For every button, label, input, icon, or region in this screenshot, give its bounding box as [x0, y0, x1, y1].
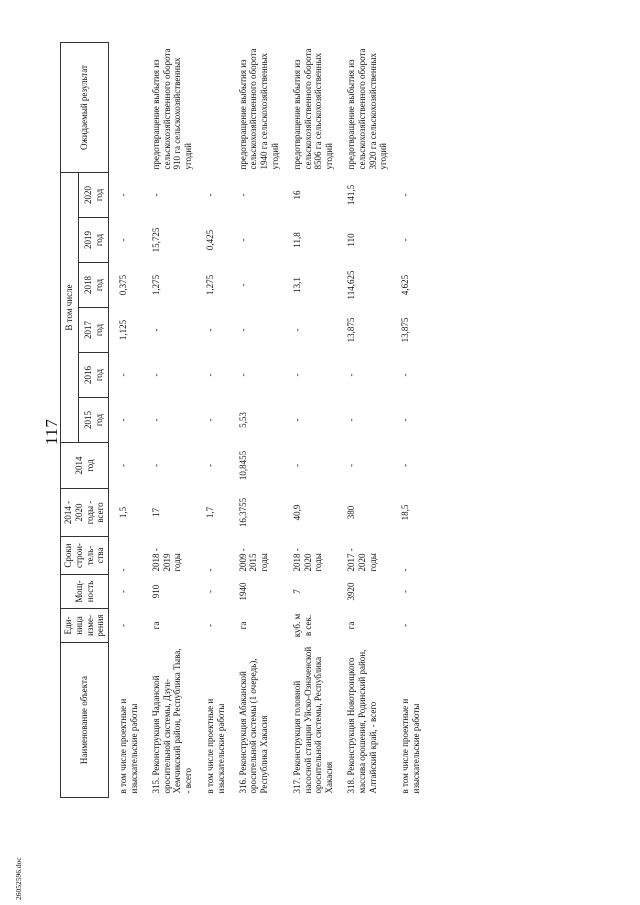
header-2017: 2017 год: [78, 308, 108, 353]
page-number: 117: [42, 418, 61, 445]
objects-table: [60, 42, 424, 798]
table-row: [142, 42, 196, 797]
cell-name: 318. Реконструкция Новотроицкого массива орошения, Родинский район, Алтайский край, - всего: [345, 649, 378, 794]
cell-y2018: 1,275: [150, 274, 161, 296]
cell-y2019: 11,8: [291, 232, 302, 248]
cell-unit: куб. м в сек.: [291, 613, 313, 638]
cell-capacity: 7: [291, 589, 302, 594]
cell-y2020: -: [118, 193, 129, 197]
cell-result: предотвращение выбытия из сельскохозяйственного оборота 8506 га сельскохозяйственных угодий: [291, 48, 335, 170]
header-total: 2014 - 2020 годы - всего: [61, 489, 109, 537]
table-row: [391, 42, 424, 797]
table-row: [196, 42, 229, 797]
cell-result: предотвращение выбытия из сельскохозяйственного оборота 1940 га сельскохозяйственных угодий: [237, 48, 280, 170]
cell-total: 40,9: [291, 504, 302, 521]
cell-y2015: -: [400, 418, 411, 422]
header-including: В том числе: [61, 172, 79, 442]
cell-unit: -: [204, 624, 215, 627]
cell-y2018: 4,625: [400, 274, 411, 296]
cell-duration: -: [400, 568, 411, 572]
cell-y2016: -: [237, 373, 248, 377]
cell-unit: -: [118, 624, 129, 627]
cell-capacity: -: [118, 590, 129, 593]
cell-name: 317. Реконструкция головной насосной станции Уйско-Означенской оросительной системы, Республика Хакасия: [291, 646, 335, 794]
rotated-table-block: [60, 43, 588, 798]
cell-duration: -: [204, 568, 215, 572]
cell-y2019: 15,725: [150, 227, 161, 253]
cell-unit: га: [345, 621, 356, 630]
cell-y2020: 141,5: [345, 184, 356, 206]
cell-y2015: -: [204, 418, 215, 422]
cell-y2018: 114,625: [345, 270, 356, 300]
cell-duration: 2009 - 2015 годы: [237, 548, 270, 572]
cell-y2015: -: [118, 418, 129, 422]
cell-y2017: -: [291, 328, 302, 332]
table-row: [109, 42, 142, 797]
cell-y2020: -: [237, 193, 248, 197]
header-2018: 2018 год: [78, 263, 108, 308]
table-row: [283, 42, 337, 797]
header-unit: Еди- ница изме- рения: [61, 609, 109, 643]
cell-name: 315. Реконструкция Чаданской оросительной системы, Дзун-Хемчикский район, Республика Тыва, - всего: [150, 648, 194, 794]
cell-capacity: 3920: [345, 582, 356, 601]
cell-result: предотвращение выбытия из сельскохозяйственного оборота 910 га сельскохозяйственных угодий: [150, 48, 194, 170]
cell-y2016: -: [150, 373, 161, 377]
cell-total: 16,3755: [237, 497, 248, 528]
cell-y2018: 0,375: [118, 274, 129, 296]
cell-y2014: -: [345, 464, 356, 467]
header-result: Ожидаемый результат: [61, 42, 109, 172]
cell-y2015: -: [291, 418, 302, 422]
cell-capacity: -: [204, 590, 215, 593]
cell-total: 1,5: [118, 506, 129, 519]
cell-y2017: -: [150, 328, 161, 332]
cell-name: в том числе проектные и изыскательские работы: [204, 698, 226, 794]
table-body: [109, 42, 424, 797]
document-filename: 26052596.doc: [14, 857, 23, 900]
cell-y2014: -: [118, 464, 129, 467]
cell-unit: га: [237, 621, 248, 630]
header-2020: 2020 год: [78, 172, 108, 217]
cell-name: в том числе проектные и изыскательские работы: [400, 698, 421, 794]
header-2015: 2015 год: [78, 398, 108, 443]
header-duration: Сроки строи- тель- ства: [61, 537, 109, 575]
cell-y2016: -: [291, 373, 302, 377]
cell-capacity: -: [400, 590, 411, 593]
cell-y2020: -: [150, 193, 161, 197]
table-header-row: [61, 42, 79, 797]
cell-capacity: 1940: [237, 582, 248, 601]
cell-y2016: -: [400, 373, 411, 377]
header-2016: 2016 год: [78, 353, 108, 398]
cell-unit: -: [400, 624, 411, 627]
cell-y2014: -: [291, 464, 302, 467]
cell-y2015: -: [150, 418, 161, 422]
cell-result: предотвращение выбытия из сельскохозяйственного оборота 3920 га сельскохозяйственных угодий: [345, 48, 389, 170]
cell-y2016: -: [204, 373, 215, 377]
cell-duration: -: [118, 568, 129, 572]
cell-duration: 2018 - 2020 годы: [291, 548, 324, 572]
cell-y2014: 10,8455: [237, 450, 248, 481]
cell-result: [196, 42, 229, 172]
header-2014: 2014 год: [61, 443, 109, 489]
header-name: Наименование объекта: [61, 643, 109, 798]
cell-y2017: 13,875: [345, 317, 356, 343]
cell-total: 18,5: [400, 504, 411, 521]
cell-unit: га: [150, 621, 161, 630]
cell-y2019: -: [400, 238, 411, 242]
cell-y2018: 13,1: [291, 277, 302, 293]
cell-y2020: -: [204, 193, 215, 197]
cell-y2014: -: [400, 464, 411, 467]
cell-total: 17: [150, 508, 161, 517]
cell-y2019: -: [118, 238, 129, 242]
cell-capacity: 910: [150, 584, 161, 599]
cell-y2016: -: [118, 373, 129, 377]
header-2019: 2019 год: [78, 218, 108, 263]
cell-y2017: 13,875: [400, 317, 411, 343]
cell-y2018: -: [237, 283, 248, 287]
cell-total: 380: [345, 505, 356, 520]
cell-result: [391, 42, 424, 172]
cell-y2019: -: [237, 238, 248, 242]
cell-y2015: -: [345, 418, 356, 422]
cell-name: в том числе проектные и изыскательские работы: [118, 698, 139, 794]
cell-y2016: -: [345, 373, 356, 377]
cell-y2019: 110: [345, 233, 356, 247]
cell-y2017: -: [204, 328, 215, 332]
table-row: [229, 42, 283, 797]
cell-y2015: 5,53: [237, 412, 248, 428]
cell-y2014: -: [150, 464, 161, 467]
cell-y2018: 1,275: [204, 274, 215, 296]
cell-duration: 2018 - 2019 годы: [150, 548, 183, 572]
table-row: [337, 42, 391, 797]
cell-y2020: 16: [291, 190, 302, 200]
cell-result: [109, 42, 142, 172]
cell-y2014: -: [204, 464, 215, 467]
cell-name: 316. Реконструкция Абаканской оросительной системы (1 очередь), Республика Хакасия: [237, 658, 270, 794]
cell-y2019: 0,425: [204, 229, 215, 251]
cell-y2017: -: [237, 328, 248, 332]
cell-duration: 2017 - 2020 годы: [345, 548, 378, 572]
cell-total: 1,7: [204, 506, 215, 519]
cell-y2017: 1,125: [118, 319, 129, 341]
header-capacity: Мощ- ность: [61, 575, 109, 609]
cell-y2020: -: [400, 193, 411, 197]
